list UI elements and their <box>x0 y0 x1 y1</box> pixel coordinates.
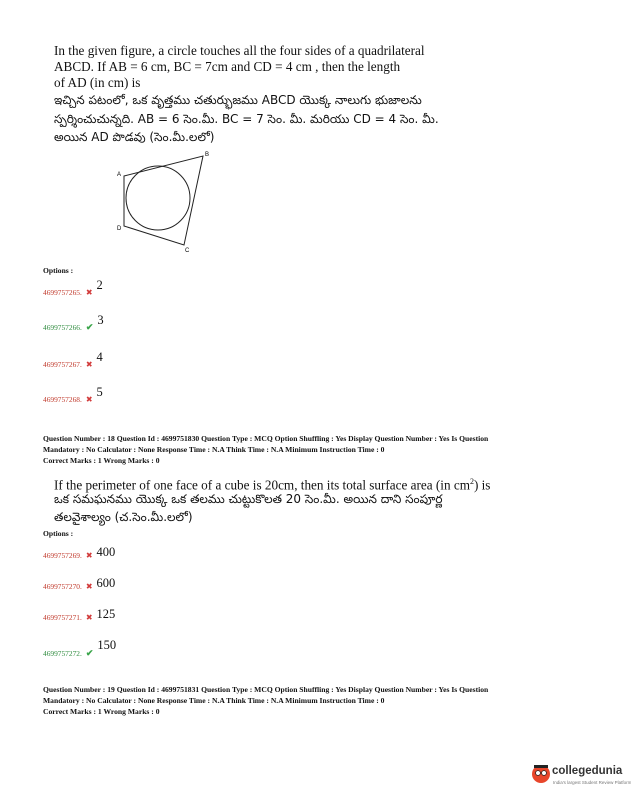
q18-meta-line2: Mandatory : No Calculator : None Response Time : N.A Think Time : N.A Minimum Instruction Time : 0 <box>43 445 385 454</box>
cross-icon: ✖ <box>85 582 93 591</box>
q18-telugu-line2: తలవైశాల్యం (చ.సెం.మీ.లలో) <box>54 510 193 524</box>
q17-text-line1: In the given figure, a circle touches all the four sides of a quadrilateral <box>54 43 425 58</box>
option-value: 150 <box>97 638 117 652</box>
option-id: 4699757266. <box>43 323 82 332</box>
q18-meta-line1: Question Number : 18 Question Id : 4699751830 Question Type : MCQ Option Shuffling : Yes Display Question Number : Yes Is Question <box>43 434 489 443</box>
cross-icon: ✖ <box>85 288 93 297</box>
vertex-label-a: A <box>117 172 122 178</box>
q17-option-4[interactable] <box>43 385 103 407</box>
option-id: 4699757272. <box>43 649 82 658</box>
option-id: 4699757270. <box>43 582 82 591</box>
q18-text-line1: If the perimeter of one face of a cube is 20cm, then its total surface area (in $cm^2$) is <box>54 477 491 493</box>
option-value: 125 <box>96 607 116 621</box>
collegedunia-logo <box>530 762 631 788</box>
cross-icon: ✖ <box>85 613 93 622</box>
cross-icon: ✖ <box>85 551 93 560</box>
q18-option-4[interactable] <box>43 638 117 661</box>
q18-options-label: Options : <box>43 529 74 538</box>
quadrilateral-abcd <box>124 156 203 245</box>
option-id: 4699757265. <box>43 288 82 297</box>
q17-text-line2: ABCD. If AB = 6 cm, BC = 7cm and CD = 4 cm , then the length <box>54 59 401 74</box>
mascot-icon <box>530 762 552 784</box>
q17-option-3[interactable] <box>43 350 103 372</box>
vertex-label-d: D <box>117 226 122 232</box>
option-id: 4699757268. <box>43 395 82 404</box>
option-value: 4 <box>96 350 103 364</box>
vertex-label-b: B <box>205 152 210 158</box>
cross-icon: ✖ <box>85 395 93 404</box>
option-value: 5 <box>96 385 103 399</box>
quadrilateral-circle-figure <box>112 148 222 252</box>
vertex-label-c: C <box>185 248 190 254</box>
option-id: 4699757271. <box>43 613 82 622</box>
q18-meta-line3: Correct Marks : 1 Wrong Marks : 0 <box>43 456 160 465</box>
option-value: 600 <box>96 576 116 590</box>
q18-telugu-line1: ఒక సమఘనము యొక్క ఒక తలము చుట్టుకొలత 20 సెం.మీ. అయిన దాని సంపూర్ణ <box>54 492 443 506</box>
check-icon: ✔ <box>85 322 94 332</box>
q17-options-label: Options : <box>43 266 74 275</box>
logo-name: collegedunia <box>552 765 623 777</box>
q18-option-2[interactable] <box>43 576 115 594</box>
option-value: 2 <box>96 278 103 292</box>
q19-meta-line1: Question Number : 19 Question Id : 4699751831 Question Type : MCQ Option Shuffling : Yes Display Question Number : Yes Is Question <box>43 685 489 694</box>
q17-telugu-line2: స్పర్శించుచున్నది. AB = 6 సెం.మీ. BC = 7 సెం. మీ. మరియు CD = 4 సెం. మీ. <box>54 112 439 126</box>
q19-meta-line2: Mandatory : No Calculator : None Response Time : N.A Think Time : N.A Minimum Instruction Time : 0 <box>43 696 385 705</box>
option-value: 400 <box>96 545 116 559</box>
option-id: 4699757269. <box>43 551 82 560</box>
q18-option-1[interactable] <box>43 545 115 563</box>
q17-option-1[interactable] <box>43 278 103 300</box>
inscribed-circle <box>126 166 190 230</box>
logo-tagline: India's largest Student Review Platform <box>553 780 631 785</box>
q19-meta-line3: Correct Marks : 1 Wrong Marks : 0 <box>43 707 160 716</box>
option-value: 3 <box>97 313 104 327</box>
check-icon: ✔ <box>85 648 94 658</box>
option-id: 4699757267. <box>43 360 82 369</box>
cross-icon: ✖ <box>85 360 93 369</box>
q17-option-2[interactable] <box>43 313 104 335</box>
q17-telugu-line3: అయిన AD పొడవు (సెం.మీ.లలో) <box>54 130 215 144</box>
q17-telugu-line1: ఇచ్చిన పటంలో, ఒక వృత్తము చతుర్భుజము ABCD యొక్క నాలుగు భుజాలను <box>54 93 422 107</box>
q17-text-line3: of AD (in cm) is <box>54 75 141 90</box>
q18-option-3[interactable] <box>43 607 115 625</box>
